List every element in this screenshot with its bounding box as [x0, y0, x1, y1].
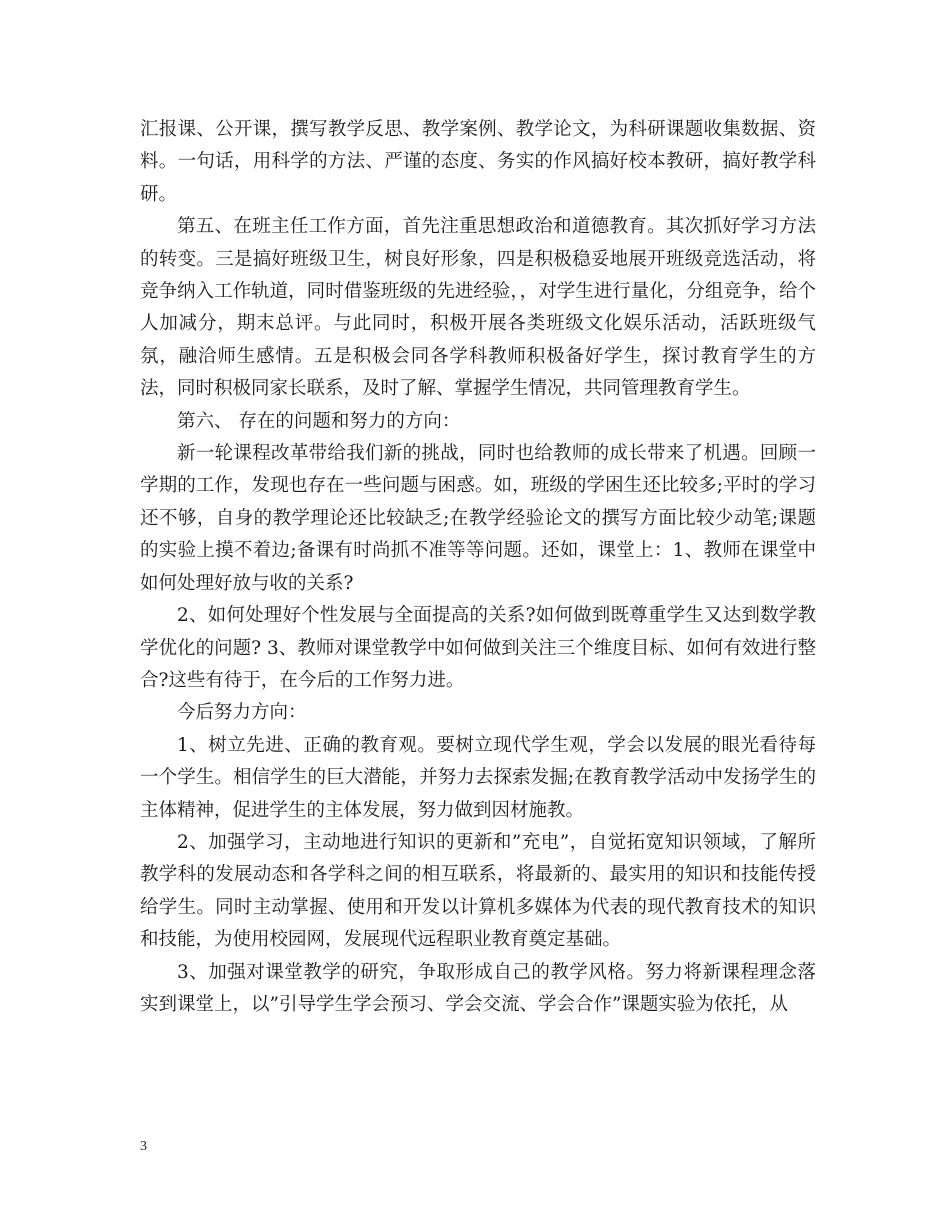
section-heading-future-direction: 今后努力方向： — [177, 702, 307, 724]
paragraph-classroom-research: 3、加强对课堂教学的研究，争取形成自己的教学风格。努力将新课程理念落实到课堂上，以”引导学生学会预习、学会交流、学会合作”课题实验为依托，从 — [140, 961, 816, 1015]
document-body — [140, 114, 816, 1021]
paragraph-education-view: 1、树立先进、正确的教育观。要树立现代学生观，学会以发展的眼光看待每一个学生。相信学生的巨大潜能，并努力去探索发掘;在教育教学活动中发扬学生的主体精神，促进学生的主体发展，努力做到因材施教。 — [140, 734, 816, 821]
paragraph-class-teacher-work: 第五、在班主任工作方面，首先注重思想政治和道德教育。其次抓好学习方法的转变。三是搞好班级卫生，树良好形象，四是积极稳妥地展开班级竞选活动，将竞争纳入工作轨道，同时借鉴班级的先进经验，，对学生进行量化，分组竞争，给个人加减分，期末总评。与此同时，积极开展各类班级文化娱乐活动，活跃班级气氛，融洽师生感情。五是积极会同各学科教师积极备好学生，探讨教育学生的方法，同时积极同家长联系，及时了解、掌握学生情况，共同管理教育学生。 — [140, 216, 816, 400]
page-number: 3 — [140, 1139, 147, 1154]
section-heading-problems: 第六、 存在的问题和努力的方向： — [177, 410, 461, 432]
paragraph-curriculum-reform: 新一轮课程改革带给我们新的挑战，同时也给教师的成长带来了机遇。回顾一学期的工作，发现也存在一些问题与困惑。如，班级的学困生还比较多;平时的学习还不够，自身的教学理论还比较缺乏;在教学经验论文的撰写方面比较少动笔;课题的实验上摸不着边;备课有时尚抓不准等等问题。还如，课堂上：1、教师在课堂中如何处理好放与收的关系? — [140, 443, 816, 594]
paragraph-continuation: 汇报课、公开课，撰写教学反思、教学案例、教学论文，为科研课题收集数据、资料。一句话，用科学的方法、严谨的态度、务实的作风搞好校本教研，搞好教学科研。 — [140, 119, 816, 205]
paragraph-strengthen-learning: 2、加强学习，主动地进行知识的更新和”充电”，自觉拓宽知识领域，了解所教学科的发展动态和各学科之间的相互联系，将最新的、最实用的知识和技能传授给学生。同时主动掌握、使用和开发以计算机多媒体为代表的现代教育技术的知识和技能，为使用校园网，发展现代远程职业教育奠定基础。 — [140, 831, 816, 951]
paragraph-classroom-questions: 2、如何处理好个性发展与全面提高的关系?如何做到既尊重学生又达到数学教学优化的问题? 3、教师对课堂教学中如何做到关注三个维度目标、如何有效进行整合?这些有待于，在今后的工作努力进。 — [140, 605, 816, 691]
